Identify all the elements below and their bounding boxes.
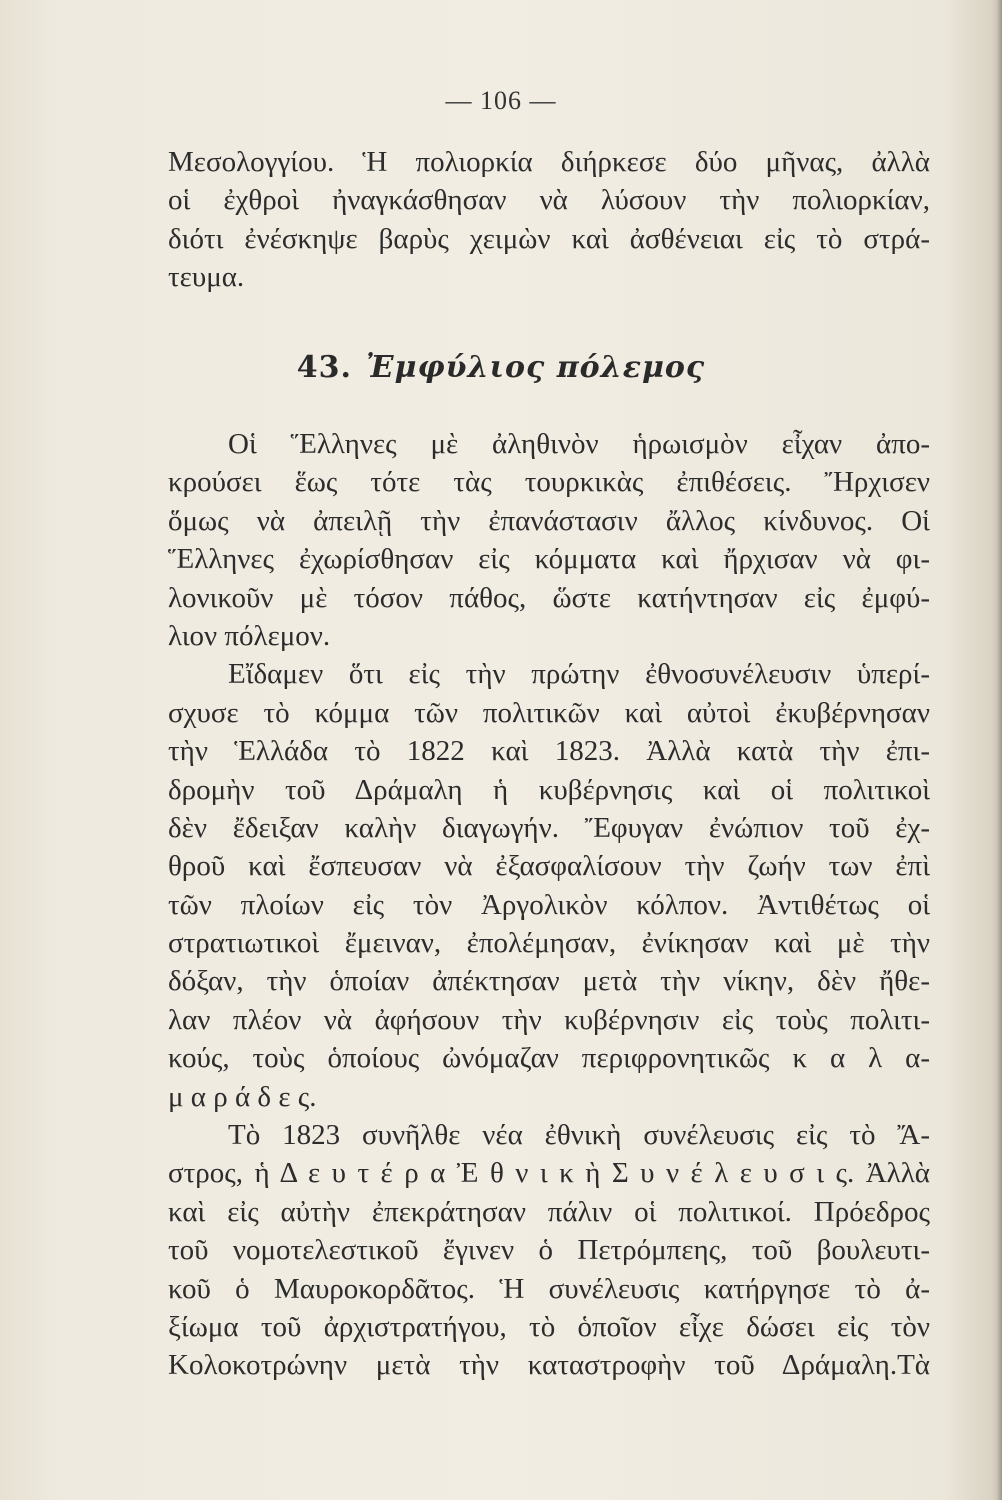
text-line: καὶ εἰς αὐτὴν ἐπεκράτησαν πάλιν οἱ πολιτικοί. Πρόεδρος: [168, 1195, 930, 1228]
text-line: τὴν Ἑλλάδα τὸ 1822 καὶ 1823. Ἀλλὰ κατὰ τὴν ἐπι-: [168, 735, 930, 768]
text-line: δρομὴν τοῦ Δράμαλη ἡ κυβέρνησις καὶ οἱ πολιτικοὶ: [168, 773, 930, 806]
text-line: κοῦ ὁ Μαυροκορδᾶτος. Ἡ συνέλευσις κατήργησε τὸ ἀ-: [168, 1272, 930, 1305]
text-line: θροῦ καὶ ἔσπευσαν νὰ ἐξασφαλίσουν τὴν ζωήν των ἐπὶ: [168, 850, 930, 883]
text-line: στρατιωτικοὶ ἔμειναν, ἐπολέμησαν, ἐνίκησαν καὶ μὲ τὴν: [168, 927, 930, 960]
text-line: Κολοκοτρώνην μετὰ τὴν καταστροφὴν τοῦ Δράμαλη.Τὰ: [168, 1349, 930, 1382]
text-line: ὅμως νὰ ἀπειλῇ τὴν ἐπανάστασιν ἄλλος κίνδυνος. Οἱ: [168, 504, 930, 537]
text-line: Εἴδαμεν ὅτι εἰς τὴν πρώτην ἐθνοσυνέλευσιν ὑπερί-: [228, 658, 930, 691]
section-heading: [0, 350, 1002, 385]
text-line: μ α ρ ά δ ε ς.: [168, 1080, 317, 1113]
text-line: Οἱ Ἕλληνες μὲ ἀληθινὸν ἡρωισμὸν εἶχαν ἀπο-: [228, 428, 930, 460]
intro-paragraph: [168, 143, 930, 297]
text-line: Τὸ 1823 συνῆλθε νέα ἐθνικὴ συνέλευσις εἰς τὸ Ἄ-: [228, 1119, 930, 1152]
text-line: ξίωμα τοῦ ἀρχιστρατήγου, τὸ ὁποῖον εἶχε δώσει εἰς τὸν: [168, 1310, 930, 1343]
text-line: δὲν ἔδειξαν καλὴν διαγωγήν. Ἔφυγαν ἐνώπιον τοῦ ἐχ-: [168, 811, 930, 844]
text-line: στρος, ἡ Δ ε υ τ έ ρ α Ἐ θ ν ι κ ὴ Σ υ ν έ λ ε υ σ ι ς. Ἀλλὰ: [168, 1157, 930, 1190]
text-line: Μεσολογγίου. Ἡ πολιορκία διήρκεσε δύο μῆνας, ἀλλὰ: [168, 146, 930, 178]
text-line: κρούσει ἕως τότε τὰς τουρκικὰς ἐπιθέσεις. Ἤρχισεν: [168, 466, 930, 499]
text-line: Ἕλληνες ἐχωρίσθησαν εἰς κόμματα καὶ ἤρχισαν νὰ φι-: [168, 543, 930, 576]
text-line: οἱ ἐχθροὶ ἠναγκάσθησαν νὰ λύσουν τὴν πολιορκίαν,: [168, 184, 930, 217]
page-edge-shadow: [996, 0, 1002, 1500]
text-line: λονικοῦν μὲ τόσον πάθος, ὥστε κατήντησαν εἰς ἐμφύ-: [168, 581, 930, 614]
text-line: σχυσε τὸ κόμμα τῶν πολιτικῶν καὶ αὐτοὶ ἐκυβέρνησαν: [168, 696, 930, 729]
page-number: — 106 —: [445, 86, 557, 115]
text-line: δόξαν, τὴν ὁποίαν ἀπέκτησαν μετὰ τὴν νίκην, δὲν ἤθε-: [168, 965, 930, 998]
text-line: τοῦ νομοτελεστικοῦ ἔγινεν ὁ Πετρόμπεης, τοῦ βουλευτι-: [168, 1234, 930, 1267]
text-line: διότι ἐνέσκηψε βαρὺς χειμὼν καὶ ἀσθένειαι εἰς τὸ στρά-: [168, 222, 930, 255]
text-line: τευμα.: [168, 261, 245, 294]
section-number: 43.: [296, 350, 352, 385]
section-title: Ἐμφύλιος πόλεμος: [366, 350, 706, 385]
section-body: [168, 425, 930, 1385]
text-line: κούς, τοὺς ὁποίους ὠνόμαζαν περιφρονητικῶς κ α λ α-: [168, 1042, 930, 1075]
text-line: λαν πλέον νὰ ἀφήσουν τὴν κυβέρνησιν εἰς τοὺς πολιτι-: [168, 1003, 930, 1036]
text-line: λιον πόλεμον.: [168, 619, 331, 652]
text-line: τῶν πλοίων εἰς τὸν Ἀργολικὸν κόλπον. Ἀντιθέτως οἱ: [168, 888, 930, 921]
